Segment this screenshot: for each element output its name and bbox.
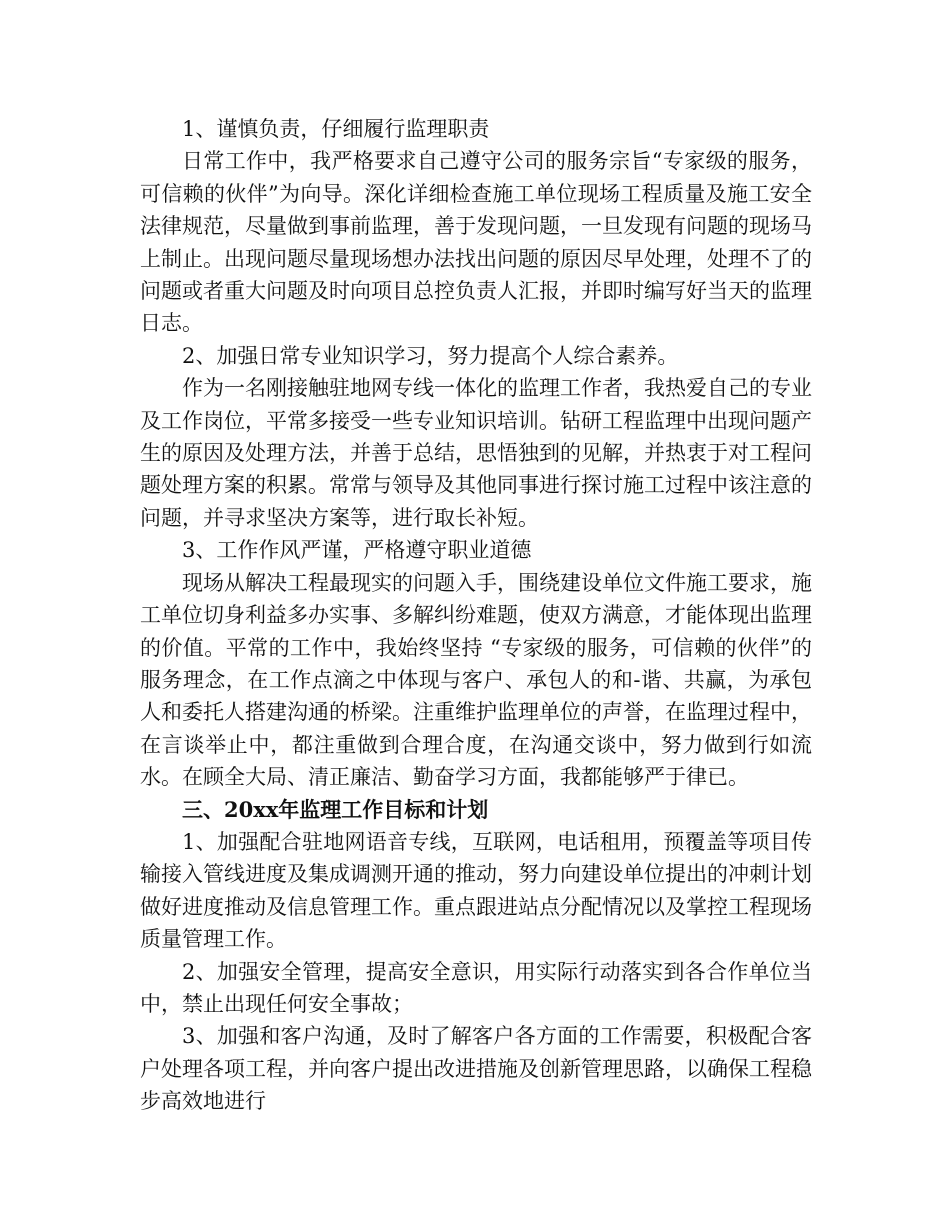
plan-item-1: 1、加强配合驻地网语音专线，互联网，电话租用，预覆盖等项目传输接入管线进度及集成调测开通的推动，努力向建设单位提出的冲刺计划做好进度推动及信息管理工作。重点跟进站点分配情况以及掌控工程现场质量管理工作。 xyxy=(140,829,812,952)
plan-item-3: 3、加强和客户沟通，及时了解客户各方面的工作需要，积极配合客户处理各项工程，并向客户提出改进措施及创新管理思路，以确保工程稳步高效地进行 xyxy=(140,1024,812,1114)
paragraph-learning: 作为一名刚接触驻地网专线一体化的监理工作者，我热爱自己的专业及工作岗位，平常多接受一些专业知识培训。钻研工程监理中出现问题产生的原因及处理方法，并善于总结，思悟独到的见解，并热衷于对工程问题处理方案的积累。常常与领导及其他同事进行探讨施工过程中该注意的问题，并寻求坚决方案等，进行取长补短。 xyxy=(140,376,812,530)
document-body xyxy=(140,113,812,1118)
item-heading-2: 2、加强日常专业知识学习，努力提高个人综合素养。 xyxy=(182,343,679,368)
item-heading-1: 1、谨慎负责，仔细履行监理职责 xyxy=(182,117,490,141)
paragraph-work-style: 现场从解决工程最现实的问题入手，围绕建设单位文件施工要求，施工单位切身利益多办实事、多解纠纷难题，使双方满意，才能体现出监理的价值。平常的工作中，我始终坚持 “专家级的服务，可信赖的伙伴”的服务理念，在工作点滴之中体现与客户、承包人的和-谐、共赢，为承包人和委托人搭建沟通的桥梁。注重维护监理单位的声誉，在监理过程中，在言谈举止中，都注重做到合理合度，在沟通交谈中，努力做到行如流水。在顾全大局、清正廉洁、勤奋学习方面，我都能够严于律已。 xyxy=(140,570,812,790)
item-heading-3: 3、工作作风严谨，严格遵守职业道德 xyxy=(182,538,532,563)
paragraph-daily-work: 日常工作中，我严格要求自己遵守公司的服务宗旨“专家级的服务，可信赖的伙伴”为向导。深化详细检查施工单位现场工程质量及施工安全法律规范，尽量做到事前监理，善于发现问题，一旦发现有问题的现场马上制止。出现问题尽量现场想办法找出问题的原因尽早处理，处理不了的问题或者重大问题及时向项目总控负责人汇报，并即时编写好当天的监理日志。 xyxy=(140,149,812,336)
plan-item-2: 2、加强安全管理，提高安全意识，用实际行动落实到各合作单位当中，禁止出现任何安全事故； xyxy=(140,959,812,1016)
section-heading-goals: 三、20xx年监理工作目标和计划 xyxy=(182,796,489,822)
